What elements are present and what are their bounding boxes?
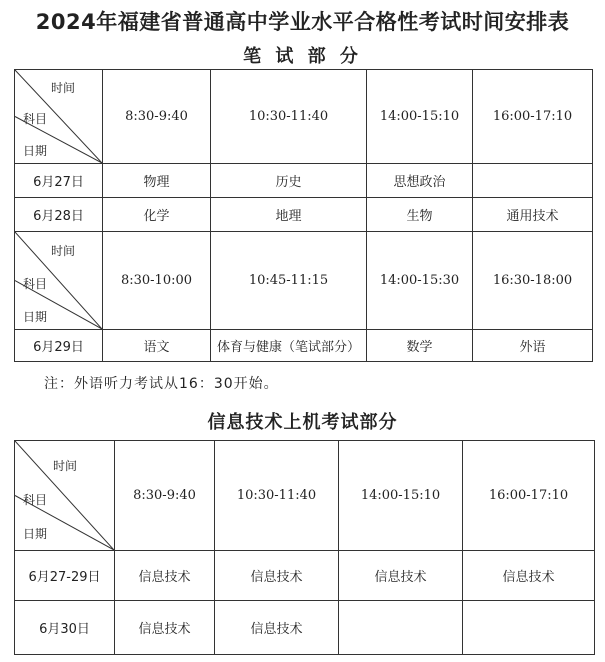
computer-section-heading: 信息技术上机考试部分 <box>207 412 398 433</box>
time-slot-header: 10:30-11:40 <box>211 70 367 164</box>
corner-header-cell <box>15 70 103 164</box>
table-header-row <box>15 232 593 330</box>
subject-cell: 信息技术 <box>115 601 215 655</box>
subject-cell: 外语 <box>473 330 593 362</box>
written-section-heading: 笔 试 部 分 <box>243 46 362 67</box>
time-slot-header: 8:30-10:00 <box>103 232 211 330</box>
corner-label-time: 时间 <box>51 244 76 258</box>
corner-label-subject: 科目 <box>23 112 48 126</box>
corner-label-date: 日期 <box>23 144 48 158</box>
subject-cell: 化学 <box>103 198 211 232</box>
page-title: 2024年福建省普通高中学业水平合格性考试时间安排表 <box>35 10 570 34</box>
table-row <box>15 551 595 601</box>
subject-cell: 体育与健康（笔试部分） <box>211 330 367 362</box>
table-row <box>15 198 593 232</box>
date-cell: 6月27日 <box>15 164 103 198</box>
subject-cell: 语文 <box>103 330 211 362</box>
subject-cell <box>473 164 593 198</box>
time-slot-header: 14:00-15:10 <box>367 70 473 164</box>
subject-cell: 信息技术 <box>215 601 339 655</box>
listening-note: 注：外语听力考试从16：30开始。 <box>44 376 279 392</box>
subject-cell: 地理 <box>211 198 367 232</box>
time-slot-header: 8:30-9:40 <box>103 70 211 164</box>
table-row <box>15 601 595 655</box>
date-cell: 6月30日 <box>15 601 115 655</box>
corner-label-date: 日期 <box>23 310 48 324</box>
corner-header-cell <box>15 441 115 551</box>
written-exam-table <box>14 69 593 362</box>
date-cell: 6月28日 <box>15 198 103 232</box>
time-slot-header: 16:00-17:10 <box>463 441 595 551</box>
subject-cell <box>339 601 463 655</box>
time-slot-header: 14:00-15:30 <box>367 232 473 330</box>
corner-label-time: 时间 <box>53 459 78 473</box>
corner-label-subject: 科目 <box>23 277 48 291</box>
computer-exam-table <box>14 440 595 655</box>
time-slot-header: 10:30-11:40 <box>215 441 339 551</box>
subject-cell: 历史 <box>211 164 367 198</box>
corner-label-subject: 科目 <box>23 493 48 507</box>
subject-cell: 物理 <box>103 164 211 198</box>
table-row <box>15 330 593 362</box>
table-header-row <box>15 441 595 551</box>
subject-cell: 数学 <box>367 330 473 362</box>
corner-label-date: 日期 <box>23 527 48 541</box>
time-slot-header: 8:30-9:40 <box>115 441 215 551</box>
subject-cell: 通用技术 <box>473 198 593 232</box>
time-slot-header: 14:00-15:10 <box>339 441 463 551</box>
subject-cell <box>463 601 595 655</box>
corner-header-cell <box>15 232 103 330</box>
time-slot-header: 16:00-17:10 <box>473 70 593 164</box>
subject-cell: 思想政治 <box>367 164 473 198</box>
subject-cell: 信息技术 <box>115 551 215 601</box>
date-cell: 6月29日 <box>15 330 103 362</box>
time-slot-header: 16:30-18:00 <box>473 232 593 330</box>
subject-cell: 信息技术 <box>215 551 339 601</box>
subject-cell: 信息技术 <box>339 551 463 601</box>
table-row <box>15 164 593 198</box>
subject-cell: 生物 <box>367 198 473 232</box>
date-cell: 6月27-29日 <box>15 551 115 601</box>
table-header-row <box>15 70 593 164</box>
time-slot-header: 10:45-11:15 <box>211 232 367 330</box>
subject-cell: 信息技术 <box>463 551 595 601</box>
corner-label-time: 时间 <box>51 81 76 95</box>
